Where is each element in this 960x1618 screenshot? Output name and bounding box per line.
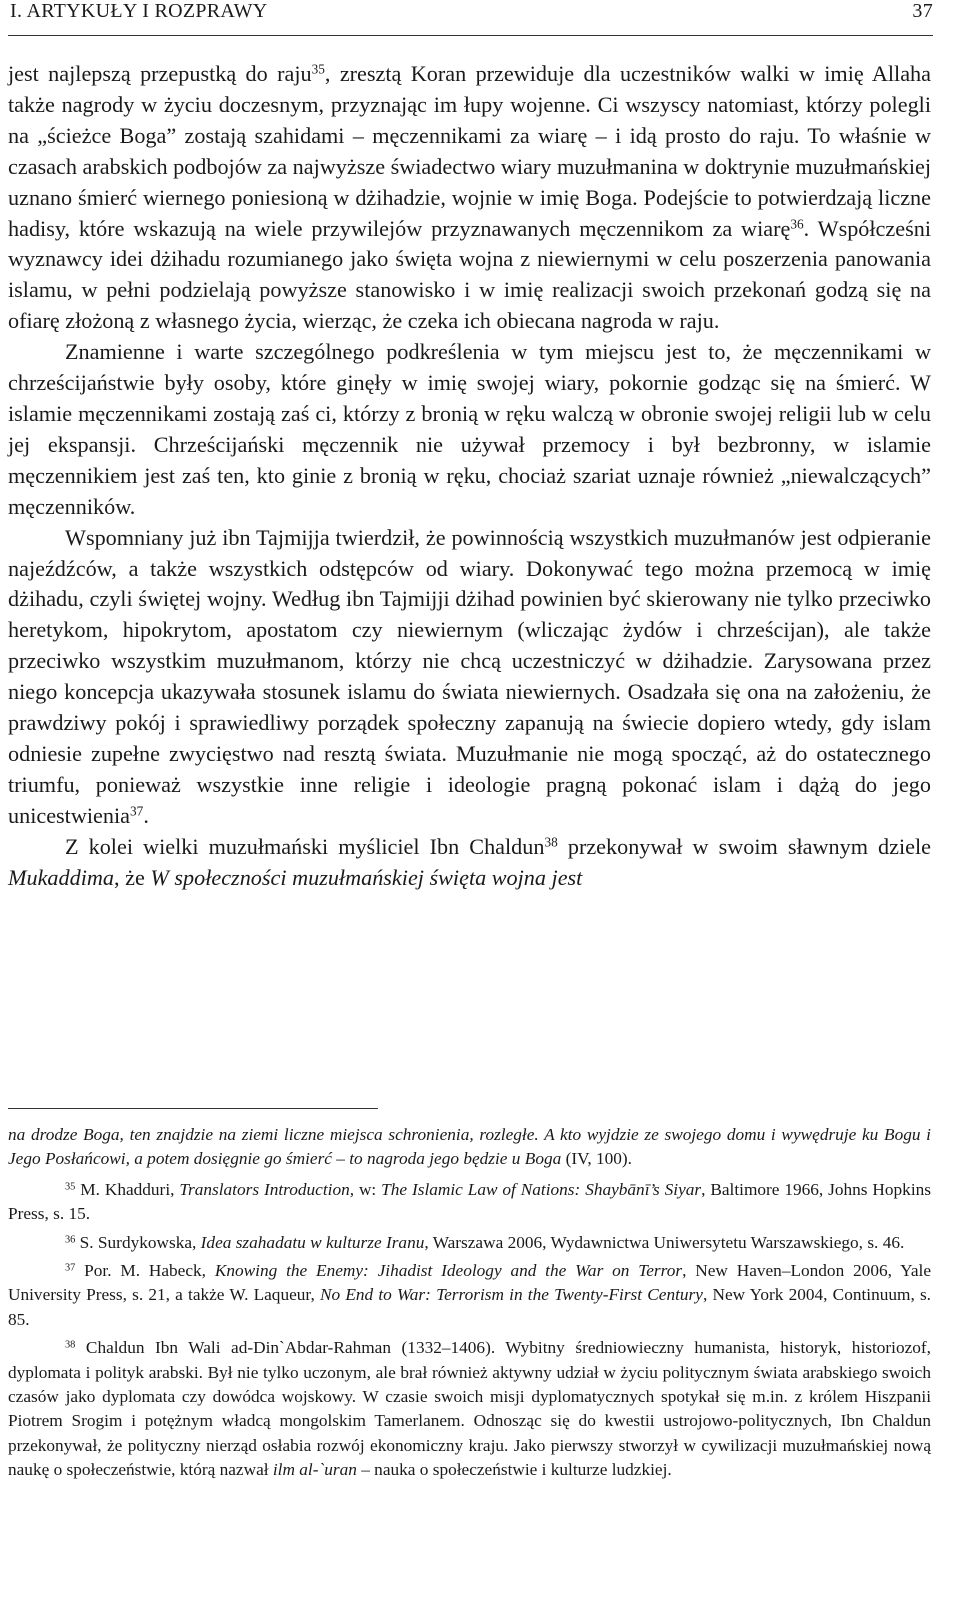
header-rule bbox=[8, 35, 933, 36]
p3-text-b: . bbox=[143, 802, 149, 828]
fn35-text-c: , Baltimore 1966, Johns Hopkins Press, s. 15. bbox=[8, 1179, 931, 1224]
fn38-text-b: – nauka o społeczeństwie i kulturze ludzkiej. bbox=[356, 1460, 672, 1480]
footnote-ref-38[interactable]: 38 bbox=[544, 834, 558, 850]
footnotes bbox=[8, 1123, 931, 1487]
fn37-title-1: Knowing the Enemy: Jihadist Ideology and the War on Terror bbox=[214, 1261, 683, 1281]
book-title-mukaddima: Mukaddima bbox=[8, 864, 114, 890]
fn35-title-2: The Islamic Law of Nations: Shaybānī’s Siyar bbox=[381, 1179, 702, 1199]
fn36-text-a: S. Surdykowska, bbox=[75, 1232, 201, 1252]
footnote-ref-35[interactable]: 35 bbox=[311, 61, 325, 77]
p1-text-a: jest najlepszą przepustką do raju bbox=[8, 61, 312, 86]
running-header bbox=[10, 0, 933, 34]
p1-text-c: . Współcześni wyznawcy idei dżihadu rozumianego jako święta wojna z niewiernymi w celu poszerzenia panowania islamu, w pełni podzielają powyższe stanowisko i w imię realizacji swoich przekonań godzą się na ofiarę złożoną z własnego życia, wierząc, że czeka ich obiecana nagroda w raju. bbox=[8, 215, 931, 334]
fn37-text-a: Por. M. Habeck, bbox=[75, 1261, 215, 1281]
fn37-text-b: , New Haven–London 2006, Yale University Press, s. 21, a także W. Laqueur, bbox=[8, 1261, 931, 1305]
footnote-rule bbox=[8, 1108, 378, 1109]
footnote-36 bbox=[8, 1231, 931, 1255]
fn35-text-a: M. Khadduri, bbox=[75, 1179, 180, 1199]
fn35-text-b: w: bbox=[354, 1179, 382, 1199]
paragraph-1 bbox=[8, 59, 931, 337]
fn36-title: Idea szahadatu w kulturze Iranu bbox=[200, 1232, 425, 1252]
footnote-35 bbox=[8, 1178, 931, 1227]
quote-italic: W społeczności muzułmańskiej święta wojna jest bbox=[150, 864, 583, 890]
paragraph-2: Znamienne i warte szczególnego podkreślenia w tym miejscu jest to, że męczennikami w chrześcijaństwie były osoby, które ginęły w imię swojej wiary, pokornie godząc się na śmierć. W islamie męczennikami zostają zaś ci, którzy z bronią w ręku walczą w obronie swojej religii lub w celu jej ekspansji. Chrześcijański męczennik nie używał przemocy i był bezbronny, w islamie męczennikiem jest zaś ten, kto ginie z bronią w ręku, chociaż szariat uznaje również „niewalczących” męczenników. bbox=[8, 339, 931, 519]
p3-text-a: Wspomniany już ibn Tajmijja twierdził, że powinnością wszystkich muzułmanów jest odpieranie najeźdźców, a także wszystkich odstępców od wiary. Dokonywać tego można przemocą w imię dżihadu, czyli świętej wojny. Według ibn Tajmijji dżihad powinien być skierowany nie tylko przeciwko heretykom, hipokrytom, apostatom czy niewiernym (wliczając żydów i chrześcijan), ale także przeciwko wszystkim muzułmanom, którzy nie chcą uczestniczyć w dżihadzie. Zarysowana przez niego koncepcja ukazywała stosunek islamu do świata niewiernych. Osadzała się ona na założeniu, że prawdziwy pokój i sprawiedliwy porządek społeczny zapanują na świecie dopiero wtedy, gdy islam odniesie zupełne zwycięstwo nad resztą świata. Muzułmanie nie mogą spocząć, aż do ostatecznego triumfu, ponieważ wszystkie inne religie i ideologie pragną pokonać islam i dążą do jego unicestwienia bbox=[8, 524, 931, 828]
p4-text-b: przekonywał w swoim sławnym dziele bbox=[557, 833, 932, 859]
footnote-number-38: 38 bbox=[65, 1339, 76, 1351]
footnote-number-35: 35 bbox=[65, 1181, 76, 1193]
page-number: 37 bbox=[912, 0, 933, 22]
section-title: I. ARTYKUŁY I ROZPRAWY bbox=[10, 0, 268, 22]
footnote-number-37: 37 bbox=[65, 1262, 76, 1274]
paragraph-3 bbox=[8, 523, 931, 832]
main-text bbox=[8, 59, 931, 893]
p4-text-a: Z kolei wielki muzułmański myśliciel Ibn Chaldun bbox=[65, 833, 545, 859]
footnote-38 bbox=[8, 1336, 931, 1482]
fn38-text-a: Chaldun Ibn Wali ad-Din`Abdar-Rahman (1332–1406). Wybitny średniowieczny humanista, historyk, historiozof, dyplomata i polityk arabski. Był nie tylko uczonym, ale brał również aktywny udział w życiu politycznym świata arabskiego swoich czasów jako dyplomata czy dowódca wojskowy. W czasie swoich misji dyplomatycznych spotykał się m.in. z królem Hiszpanii Piotrem Srogim i potężnym władcą mongolskim Tamerlanem. Odnosząc się do kwestii ustrojowo-politycznych, Ibn Chaldun przekonywał, że polityczny nierząd osłabia rozwój ekonomiczny kraju. Jako pierwszy stworzył w cywilizacji muzułmańskiej nową naukę o społeczeństwie, którą nazwał bbox=[8, 1338, 931, 1480]
fn38-term: ilm al-`uran bbox=[272, 1460, 357, 1480]
footnote-continuation bbox=[8, 1123, 931, 1172]
fn36-text-b: , Warszawa 2006, Wydawnictwa Uniwersytetu Warszawskiego, s. 46. bbox=[424, 1232, 905, 1252]
p4-text-c: , że bbox=[114, 864, 151, 890]
p1-text-b: , zresztą Koran przewiduje dla uczestników walki w imię Allaha także nagrody w życiu doczesnym, przyznając im łupy wojenne. Ci wszyscy natomiast, którzy polegli na „ścieżce Boga” zostają szahidami – męczennikami za wiarę – i idą prosto do raju. To właśnie w czasach arabskich podbojów za najwyższe świadectwo wiary muzułmanina w doktrynie muzułmańskiej uznano śmierć wiernego poniesioną w dżihadzie, wojnie w imię Boga. Podejście to potwierdzają liczne hadisy, które wskazują na wiele przywilejów przyznawanych męczennikom za wiarę bbox=[8, 61, 931, 241]
quran-quote: na drodze Boga, ten znajdzie na ziemi liczne miejsca schronienia, rozległe. A kto wyjdzie ze swojego domu i wywędruje ku Bogu i Jego Posłańcowi, a potem dosięgnie go śmierć – to nagroda jego będzie u Boga bbox=[8, 1125, 931, 1169]
quran-ref: (IV, 100). bbox=[561, 1149, 632, 1169]
footnote-number-36: 36 bbox=[65, 1233, 76, 1245]
footnote-ref-37[interactable]: 37 bbox=[130, 803, 144, 819]
footnote-ref-36[interactable]: 36 bbox=[790, 216, 804, 232]
fn37-text-c: , New York 2004, Continuum, s. 85. bbox=[8, 1285, 932, 1329]
paragraph-4 bbox=[8, 832, 931, 894]
fn37-title-2: No End to War: Terrorism in the Twenty-First Century bbox=[319, 1285, 703, 1305]
fn35-title-1: Translators Introduction, bbox=[179, 1179, 355, 1199]
footnote-37 bbox=[8, 1259, 931, 1332]
